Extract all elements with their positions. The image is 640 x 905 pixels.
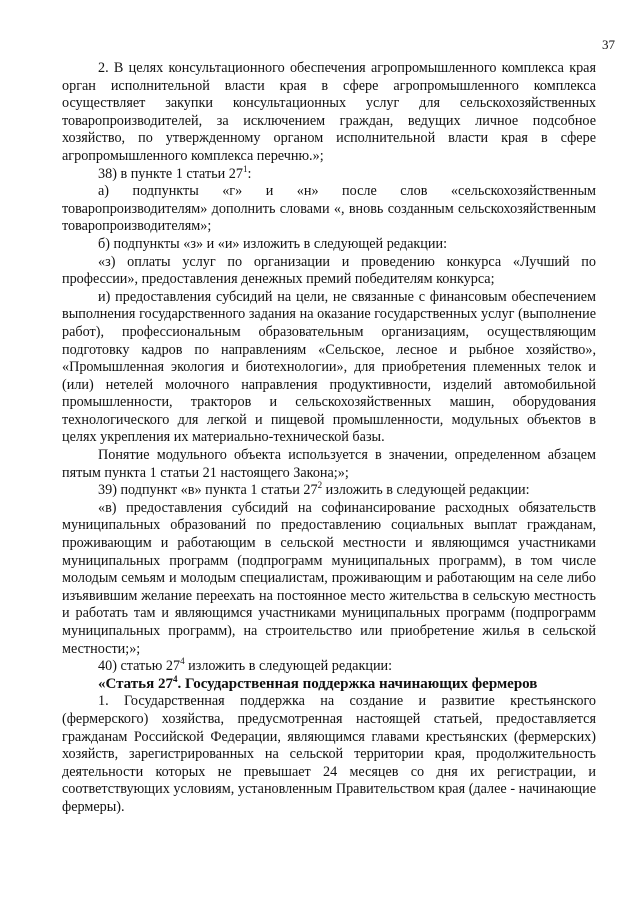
item-39-tail: изложить в следующей редакции: [322,482,530,499]
item-40-superscript: 4 [180,656,185,667]
paragraph-item-39 [62,482,596,500]
paragraph-item-40 [62,658,596,676]
paragraph-modular-object: Понятие модульного объекта используется в значении, определенном абзацем пятым пункта 1 статьи 21 настоящего Закона;»; [62,447,596,481]
item-40-text: 40) статью 27 [98,658,181,675]
item-38-superscript: 1 [242,163,248,174]
document-body [62,60,596,817]
item-40-tail: изложить в следующей редакции: [184,658,393,675]
article-heading [62,673,596,694]
article-heading-tail: . Государственная поддержка начинающих фермеров [177,675,538,692]
article-heading-superscript: 4 [172,673,178,684]
paragraph-consulting: 2. В целях консультационного обеспечения агропромышленного комплекса края орган исполнительной власти края в сфере агропромышленного комплекса осуществляет закупки консультационных услуг для сельскохозяйственных товаропроизводителей, за исключением граждан, ведущих личное подсобное хозяйство, по утвержденному органом исполнительной власти края в сфере агропромышленного комплекса перечню.»; [62,60,596,164]
page-number: 37 [602,37,615,52]
paragraph-subitem-a: а) подпункты «г» и «н» после слов «сельскохозяйственным товаропроизводителям» дополнить словами «, вновь созданным сельскохозяйственным товаропроизводителям»; [62,183,596,235]
paragraph-subitem-z: «з) оплаты услуг по организации и проведению конкурса «Лучший по профессии», предоставления денежных премий победителям конкурса; [62,253,596,288]
paragraph-subitem-b: б) подпункты «з» и «и» изложить в следующей редакции: [98,235,448,252]
item-38-text: 38) в пункте 1 статьи 27 [98,165,243,182]
item-39-superscript: 2 [317,480,323,491]
paragraph-item-38 [62,163,596,184]
item-39-text: 39) подпункт «в» пункта 1 статьи 27 [98,482,318,499]
paragraph-subitem-i: и) предоставления субсидий на цели, не связанные с финансовым обеспечением выполнения государственного задания на оказание государственных услуг (выполнение работ), профессиональным образовательным организациям, осуществляющим подготовку кадров по направлениям «Сельское, лесное и рыбное хозяйство», «Промышленная экология и биотехнологии», для приобретения племенных телок и (или) нетелей молочного направления продуктивности, изделий автомобильной промышленности, тракторов и сельскохозяйственных машин, оборудования технологического для легкой и пищевой промышленности, модульных объектов в целях укрепления их материально-технической базы. [62,288,596,446]
item-38-tail: : [247,165,252,182]
paragraph-subitem-v: «в) предоставления субсидий на софинансирование расходных обязательств муниципальных образований по предоставлению социальных выплат гражданам, проживающим и работающим в сельской местности и являющимся участниками муниципальных программ (подпрограмм муниципальных программ), в том числе молодым семьям и молодым специалистам, проживающим и работающим на селе либо изъявившим желание переехать на постоянное место жительства в сельскую местность и работать там и являющимся участниками муниципальных программ (подпрограмм муниципальных программ), на строительство или приобретение жилья в сельской местности;»; [62,499,596,657]
paragraph-article-point-1: 1. Государственная поддержка на создание и развитие крестьянского (фермерского) хозяйства, предусмотренная настоящей статьей, предоставляется гражданам Российской Федерации, являющимся главами крестьянских (фермерских) хозяйств, зарегистрированных на сельской территории края, продолжительность деятельности которых не превышает 24 месяцев со дня их регистрации, и соответствующих условиям, установленным Правительством края (далее - начинающие фермеры). [62,693,596,815]
article-heading-text: «Статья 27 [98,675,173,692]
